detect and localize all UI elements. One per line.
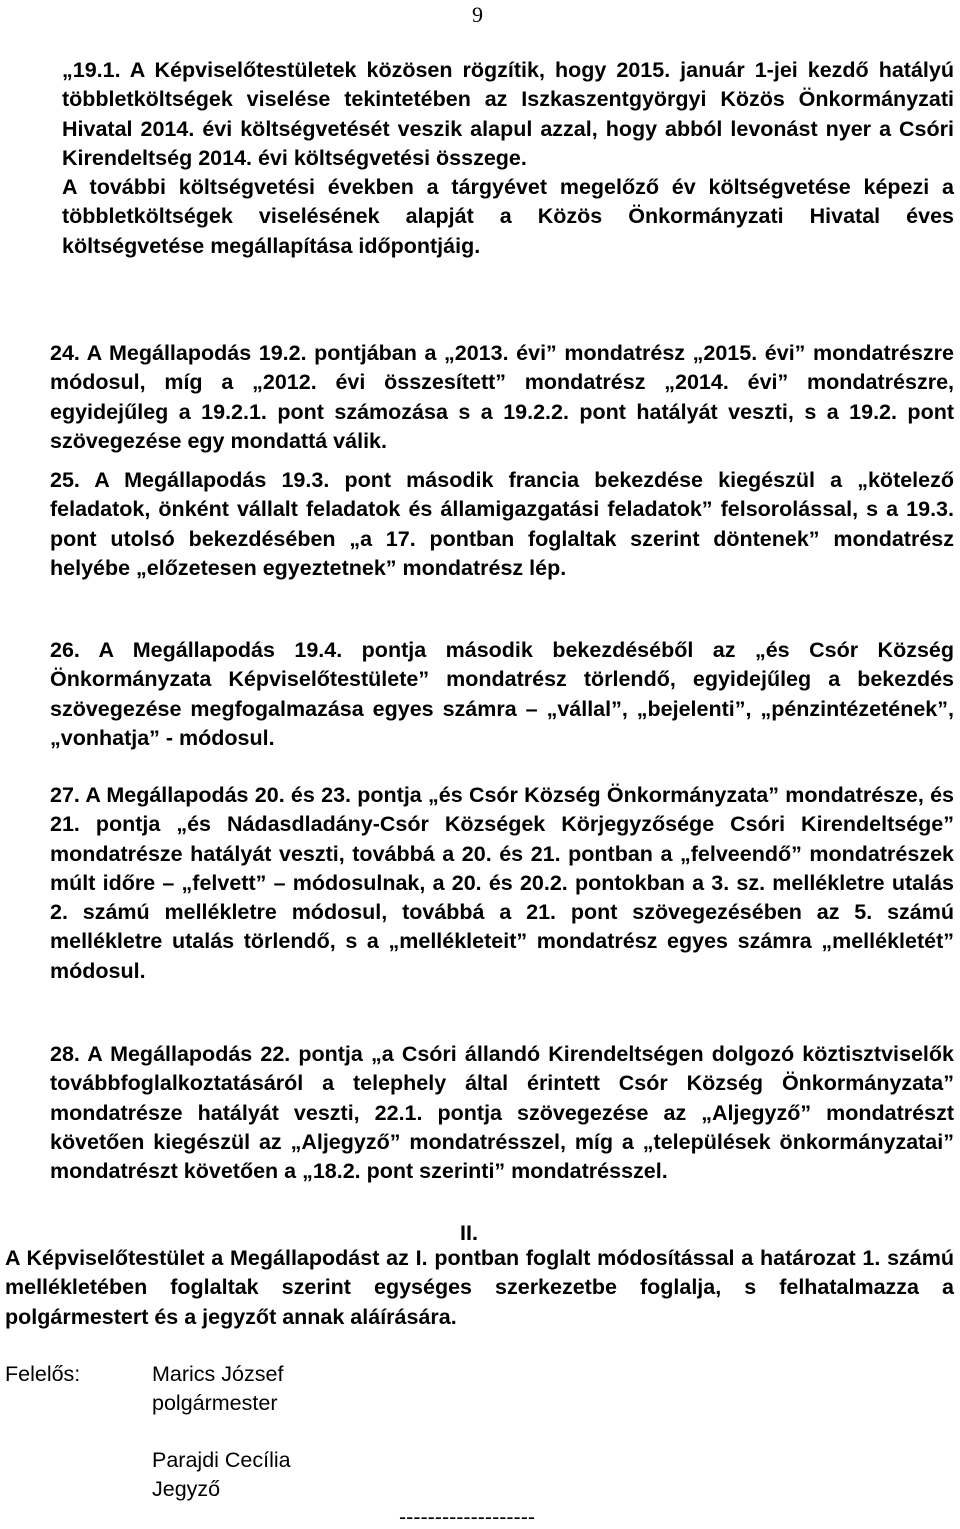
- paragraph-27-text: 27. A Megállapodás 20. és 23. pontja „és Csór Község Önkormányzata” mondatrésze, és 21. pontja „és Nádasdladány-Csór Községek Körjegyzősége Csóri Kirendeltsége” mondatrésze hatályát veszti, továbbá a 20. és 21. pontban a „felveendő” mondatrészek múlt időre – „felvett” – módosulnak, a 20. és 20.2. pontokban a 3. sz. mellékletre utalás 2. számú mellékletre módosul, továbbá a 21. pont szövegezésében az 5. számú mellékletre utalás törlendő, s a „mellékleteit” mondatrész egyes számra „mellékletét” módosul.: [50, 783, 954, 983]
- signature-line: -------------------: [399, 1505, 536, 1529]
- paragraph-27: [50, 781, 954, 986]
- paragraph-19-1-tail: A további költségvetési években a tárgyévet megelőző év költségvetése képezi a többletköltségek viselésének alapját a Közös Önkormányzati Hivatal éves költségvetése megállapítása időpontjáig.: [62, 175, 954, 258]
- resolution-paragraph: A Képviselőtestület a Megállapodást az I. pontban foglalt módosítással a határozat 1. számú mellékletében foglaltak szerint egységes szerkezetbe foglalja, s felhatalmazza a polgármestert és a jegyzőt annak aláírására.: [5, 1246, 954, 1329]
- paragraph-28: [50, 1040, 954, 1186]
- paragraph-24: [50, 339, 954, 456]
- signatory-2-title: Jegyző: [152, 1477, 221, 1501]
- paragraph-24-text: 24. A Megállapodás 19.2. pontjában a „2013. évi” mondatrész „2015. évi” mondatrészre módosul, míg a „2012. évi összesített” mondatrész „2014. évi” mondatrészre, egyidejűleg a 19.2.1. pont számozása s a 19.2.2. pont hatályát veszti, s a 19.2. pont szövegezése egy mondattá válik.: [50, 341, 954, 453]
- responsible-label: Felelős:: [5, 1362, 81, 1386]
- paragraph-25-text: 25. A Megállapodás 19.3. pont második francia bekezdése kiegészül a „kötelező feladatok, önként vállalt feladatok és államigazgatási feladatok” felsorolással, s a 19.3. pont utolsó bekezdésében „a 17. pontban foglaltak szerint döntenek” mondatrész helyébe „előzetesen egyeztetnek” mondatrész lép.: [50, 468, 954, 580]
- signatory-1-title: polgármester: [152, 1391, 278, 1415]
- page-number: 9: [472, 2, 483, 27]
- signatory-2: [152, 1446, 291, 1504]
- paragraph-28-text: 28. A Megállapodás 22. pontja „a Csóri állandó Kirendeltségen dolgozó köztisztviselők továbbfoglalkoztatásáról a telephely által érintett Csór Község Önkormányzata” mondatrésze hatályát veszti, 22.1. pontja szövegezése az „Aljegyző” mondatrészt követően kiegészül az „Aljegyző” mondatrésszel, míg a „települések önkormányzatai” mondatrészt követően a „18.2. pont szerinti” mondatrésszel.: [50, 1042, 954, 1184]
- signatory-2-name: Parajdi Cecília: [152, 1448, 291, 1472]
- signatory-1-name: Marics József: [152, 1362, 284, 1386]
- section-heading-roman: II.: [460, 1221, 478, 1245]
- paragraph-19-1-head: „19.1. A Képviselőtestületek közösen rögzítik, hogy 2015. január 1-jei kezdő hatályú többletköltségek viselése tekintetében az Iszkaszentgyörgyi Közös Önkormányzati Hivatal 2014. évi költségvetését veszik alapul azzal, hogy abból levonást nyer a Csóri Kirendeltség 2014. évi költségvetési összege.: [62, 58, 954, 170]
- signatory-1: [152, 1360, 283, 1418]
- paragraph-19-1: [62, 56, 954, 261]
- paragraph-26-text: 26. A Megállapodás 19.4. pontja második bekezdéséből az „és Csór Község Önkormányzata Képviselőtestülete” mondatrész törlendő, egyidejűleg a bekezdés szövegezése megfogalmazása egyes számra – „vállal”, „bejelenti”, „pénzintézetének”, „vonhatja” - módosul.: [50, 638, 954, 750]
- paragraph-26: [50, 636, 954, 753]
- paragraph-25: [50, 466, 954, 583]
